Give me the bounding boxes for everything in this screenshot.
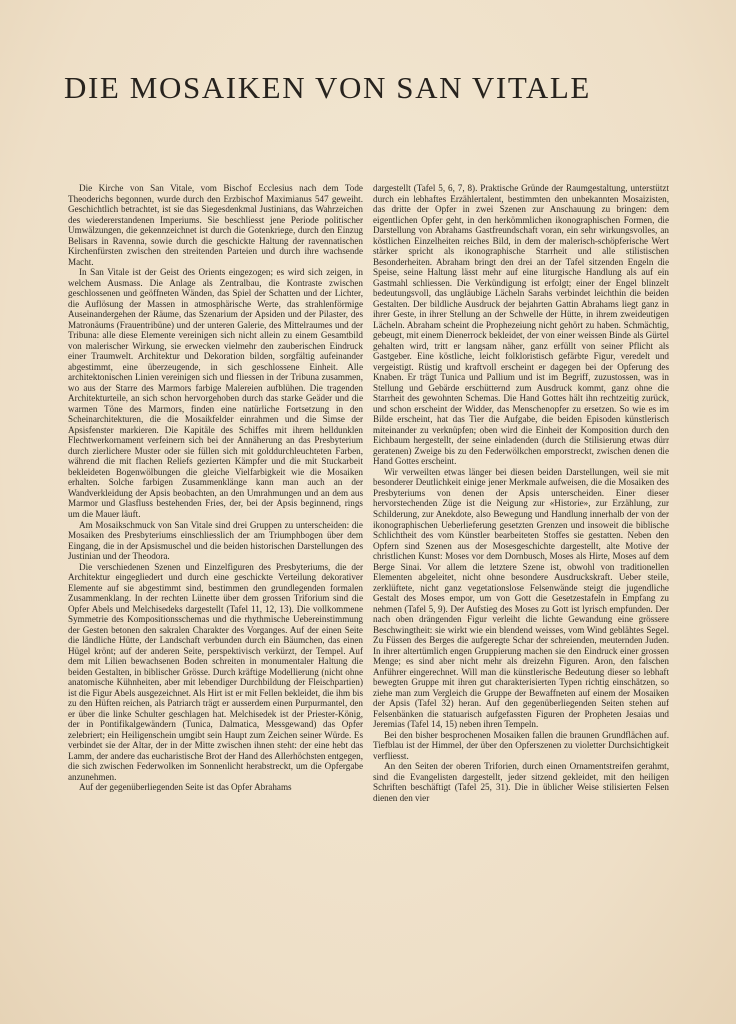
paragraph: Bei den bisher besprochenen Mosaiken fallen die braunen Grundflächen auf. Tiefblau ist der Himmel, der über den Opferszenen zu violetter Durchsichtigkeit verfliesst.: [373, 729, 669, 761]
page-title: DIE MOSAIKEN VON SAN VITALE: [64, 70, 591, 105]
text-column-left: [68, 183, 363, 793]
paragraph: An den Seiten der oberen Triforien, durch einen Ornamentstreifen gerahmt, sind die Evangelisten dargestellt, jeder sitzend gekleidet, mit den heiligen Schriften beschäftigt (Tafel 25, 31). Die in üblicher Weise stilisierten Felsen dienen den vier: [373, 761, 669, 803]
paragraph: Am Mosaikschmuck von San Vitale sind drei Gruppen zu unterscheiden: die Mosaiken des Presbyteriums einschliesslich der am Triumphbogen über dem Eingang, die in der Apsismuschel und die beiden historischen Darstellungen des Justinian und der Theodora.: [68, 519, 363, 562]
paragraph: In San Vitale ist der Geist des Orients eingezogen; es wird sich zeigen, in welchem Ausmass. Die Anlage als Zentralbau, die Kontraste zwischen geschlossenen und geöffneten Wänden, das Spiel der Schatten und der Lichter, die Auflösung der Massen in atmosphärische Werte, das strahlenförmige Auseinandergehen der Räume, das Szenarium der Apsiden und der Pilaster, des Matronäums (Frauentribüne) und der unteren Galerie, des Mittelraumes und der Tribuna: alle diese Elemente vereinigen sich nicht allein zu einem Gesamtbild von malerischer Wirkung, sie erwecken vielmehr den zauberischen Eindruck einer Traumwelt. Architektur und Dekoration bilden, sorgfältig aufeinander abgestimmt, eine überzeugende, in sich geschlossene Einheit. Alle architektonischen Linien vereinigen sich und fliessen in der Tribuna zusammen, wo aus der Starre des Marmors farbige Malereien aufblühen. Die tragenden Architekturteile, an sich schon hervorgehoben durch das starke Geäder und die warmen Töne des Marmors, finden eine natürliche Fortsetzung in den Scheinarchitekturen, die die Mosaikfelder einrahmen und die Simse der Apsisfenster markieren. Die Kapitäle des Schiffes mit ihrem helldunklen Flechtwerkornament verfeinern sich bei der Annäherung an das Presbyterium durch zierlichere Muster oder sie füllen sich mit golddurchleuchteten Farben, während die mit flachen Reliefs gezierten Kämpfer und die mit Stuckarbeit bekleideten Bogenwölbungen die gleiche Vielfarbigkeit wie die Mosaiken erhalten. Solche farbigen Zusammenklänge kann man auch an der Wandverkleidung der Apsis beobachten, an den Umrahmungen und an dem aus Marmor und Glasfluss bestehenden Fries, der, bei der Apsis beginnend, rings um die Mauer läuft.: [68, 267, 363, 519]
paragraph: Wir verweilten etwas länger bei diesen beiden Darstellungen, weil sie mit besonderer Deutlichkeit einige jener Merkmale aufweisen, die die Mosaiken des Presbyteriums von denen der Apsis unterscheiden. Einer dieser hervorstechenden Züge ist die Neigung zur «Historie», zur Erzählung, zur Schilderung, zur Anekdote, also Bewegung und Handlung innerhalb der von der ikonographischen Ueberlieferung gesetzten Grenzen und insoweit die biblische Schlichtheit des vom Künstler bearbeiteten Stoffes sie gestatten. Neben den Opfern sind Szenen aus der Mosesgeschichte dargestellt, alte Motive der christlichen Kunst: Moses vor dem Dornbusch, Moses als Hirte, Moses auf dem Berge Sinai. Vor allem die letztere Szene ist, obwohl von traditionellen Elementen abgeleitet, nicht ohne besondere Ausdruckskraft. Ueber steile, zerklüftete, nicht ganz vegetationslose Felsenwände steigt die jugendliche Gestalt des Moses empor, um von Gott die Gesetzestafeln in Empfang zu nehmen (Tafel 5, 9). Der Aufstieg des Moses zu Gott ist lyrisch empfunden. Der nach oben drängenden Figur verleiht die lichte Gewandung eine grössere Beschwingtheit: sie wirkt wie ein blendend weisses, vom Wind geblähtes Segel. Zu Füssen des Berges die aufgeregte Schar der schreienden, meuternden Juden. In ihrer altertümlich engen Gruppierung machen sie den Eindruck einer grossen Menge; es sind aber nicht mehr als dreizehn Figuren. Aron, den falschen Anführer eingerechnet. Will man die künstlerische Bedeutung dieser so lebhaft bewegten Gruppe mit ihren gut charakterisierten Typen richtig einschätzen, so ziehe man zum Vergleich die Gruppe der Bewaffneten auf einem der Mosaiken der Apsis (Tafel 32) heran. Auf den gegenüberliegenden Seiten stehen auf Felsenbänken die statuarisch aufgefassten Figuren der Propheten Jesaias und Jeremias (Tafel 14, 15) neben ihren Tempeln.: [373, 466, 669, 730]
paragraph: dargestellt (Tafel 5, 6, 7, 8). Praktische Gründe der Raumgestaltung, unterstützt durch ein lebhaftes Erzählertalent, bestimmten den unbekannten Mosaizisten, das dritte der Opfer in zwei Szenen zur Anschauung zu bringen: dem eigentlichen Opfer geht, in den herkömmlichen ikonographischen Formen, die Darstellung von Abrahams Gastfreundschaft voran, ein sehr wirkungsvolles, an köstlichen Einzelheiten reiches Bild, in dem der malerisch-schöpferische Wert stärker spricht als ikonographische Starrheit und alle stilistischen Besonderheiten. Abraham bringt den drei an der Tafel sitzenden Engeln die Speise, seine Haltung lässt mehr auf eine liturgische Handlung als auf ein Gastmahl schliessen. Die Verkündigung ist erfolgt; einer der Engel blinzelt bedeutungsvoll, das ungläubige Lächeln Sarahs verbindet leichthin die beiden Gestalten. Der bildliche Ausdruck der bejahrten Gattin Abrahams liegt ganz in ihrer Geste, in ihrer Stellung an der Schwelle der Hütte, in ihrem zweideutigen Lächeln. Abraham scheint die Prophezeiung nicht gehört zu haben. Schmächtig, gebeugt, mit einem Dienerrock bekleidet, der von einer weissen Binde als Gürtel gehalten wird, tritt er langsam näher, ganz erfüllt von seiner Pflicht als Gastgeber. Eine köstliche, leicht folkloristisch gefärbte Figur, veredelt und vergeistigt. Rüstig und kraftvoll erscheint er dagegen bei der Opferung des Knaben. Er trägt Tunica und Pallium und ist im Begriff, zuzustossen, was in Stellung und Gebärde erschütternd zum Ausdruck kommt, ganz ohne die Starrheit des gewohnten Schemas. Die Hand Gottes hält ihn rechtzeitig zurück, und schon erscheint der Widder, das Menschenopfer zu ersetzen. So wie es im Bilde erscheint, hat das Tier die Aufgabe, die beiden Episoden künstlerisch miteinander zu verknüpfen; oben wird die Einheit der Komposition durch den Eichbaum hergestellt, der seine einladenden (durch die Stilisierung etwas dürr geratenen) Zweige bis zu den Federwölkchen emporstreckt, zwischen denen die Hand Gottes erscheint.: [373, 183, 669, 467]
paragraph: Die Kirche von San Vitale, vom Bischof Ecclesius nach dem Tode Theoderichs begonnen, wurde durch den Erzbischof Maximianus 547 geweiht. Geschichtlich betrachtet, ist sie das Siegesdenkmal Justinians, das Wahrzeichen des wiedererstandenen Imperiums. Sie beschliesst jene Periode politischer Umwälzungen, die gekennzeichnet ist durch die Gotenkriege, durch den Einzug Belisars in Ravenna, sowie durch die geschickte Haltung der ravennatischen Kirchenfürsten zwischen den streitenden Parteien und durch ihre wachsende Macht.: [68, 183, 363, 267]
text-column-right: [373, 183, 669, 803]
paragraph: Auf der gegenüberliegenden Seite ist das Opfer Abrahams: [79, 782, 292, 793]
paragraph: Die verschiedenen Szenen und Einzelfiguren des Presbyteriums, die der Architektur eingegliedert und durch eine geschickte Verteilung dekorativer Elemente auf sie abgestimmt sind, bestimmen den grundlegenden formalen Zusammenklang. In der rechten Lünette über dem grossen Triforium sind die Opfer Abels und Melchisedeks dargestellt (Tafel 11, 12, 13). Die vollkommene Symmetrie des Kompositionsschemas und die rhythmische Uebereinstimmung der Gesten betonen den sakralen Charakter des Vorganges. Auf der einen Seite die ländliche Hütte, der Landschaft verbunden durch ein Bäumchen, das einen Hügel krönt; auf der anderen Seite, perspektivisch verkürzt, der Tempel. Auf dem mit Lilien bewachsenen Boden schreiten in monumentaler Haltung die beiden Gestalten, in biblischer Grösse. Durch kräftige Modellierung (nicht ohne anatomische Kühnheiten, aber mit lebendiger Durchbildung der Fleischpartien) ist die Figur Abels ausgezeichnet. Als Hirt ist er mit Fellen bekleidet, die ihm bis zu den Hüften reichen, als Patriarch trägt er ausserdem einen Purpurmantel, den er über die linke Schulter geschlagen hat. Melchisedek ist der Priester-König, der in Pontifikalgewändern (Tunica, Dalmatica, Messgewand) das Opfer zelebriert; ein Heiligenschein umgibt sein Haupt zum Zeichen seiner Würde. Es verbindet sie der Altar, der in der Mitte zwischen ihnen steht: der eine hebt das Lamm, der andere das eucharistische Brot der Hand des Allerhöchsten entgegen, die sich zwischen Federwolken im Sonnenlicht herabstreckt, um die Opfergabe anzunehmen.: [68, 561, 363, 782]
